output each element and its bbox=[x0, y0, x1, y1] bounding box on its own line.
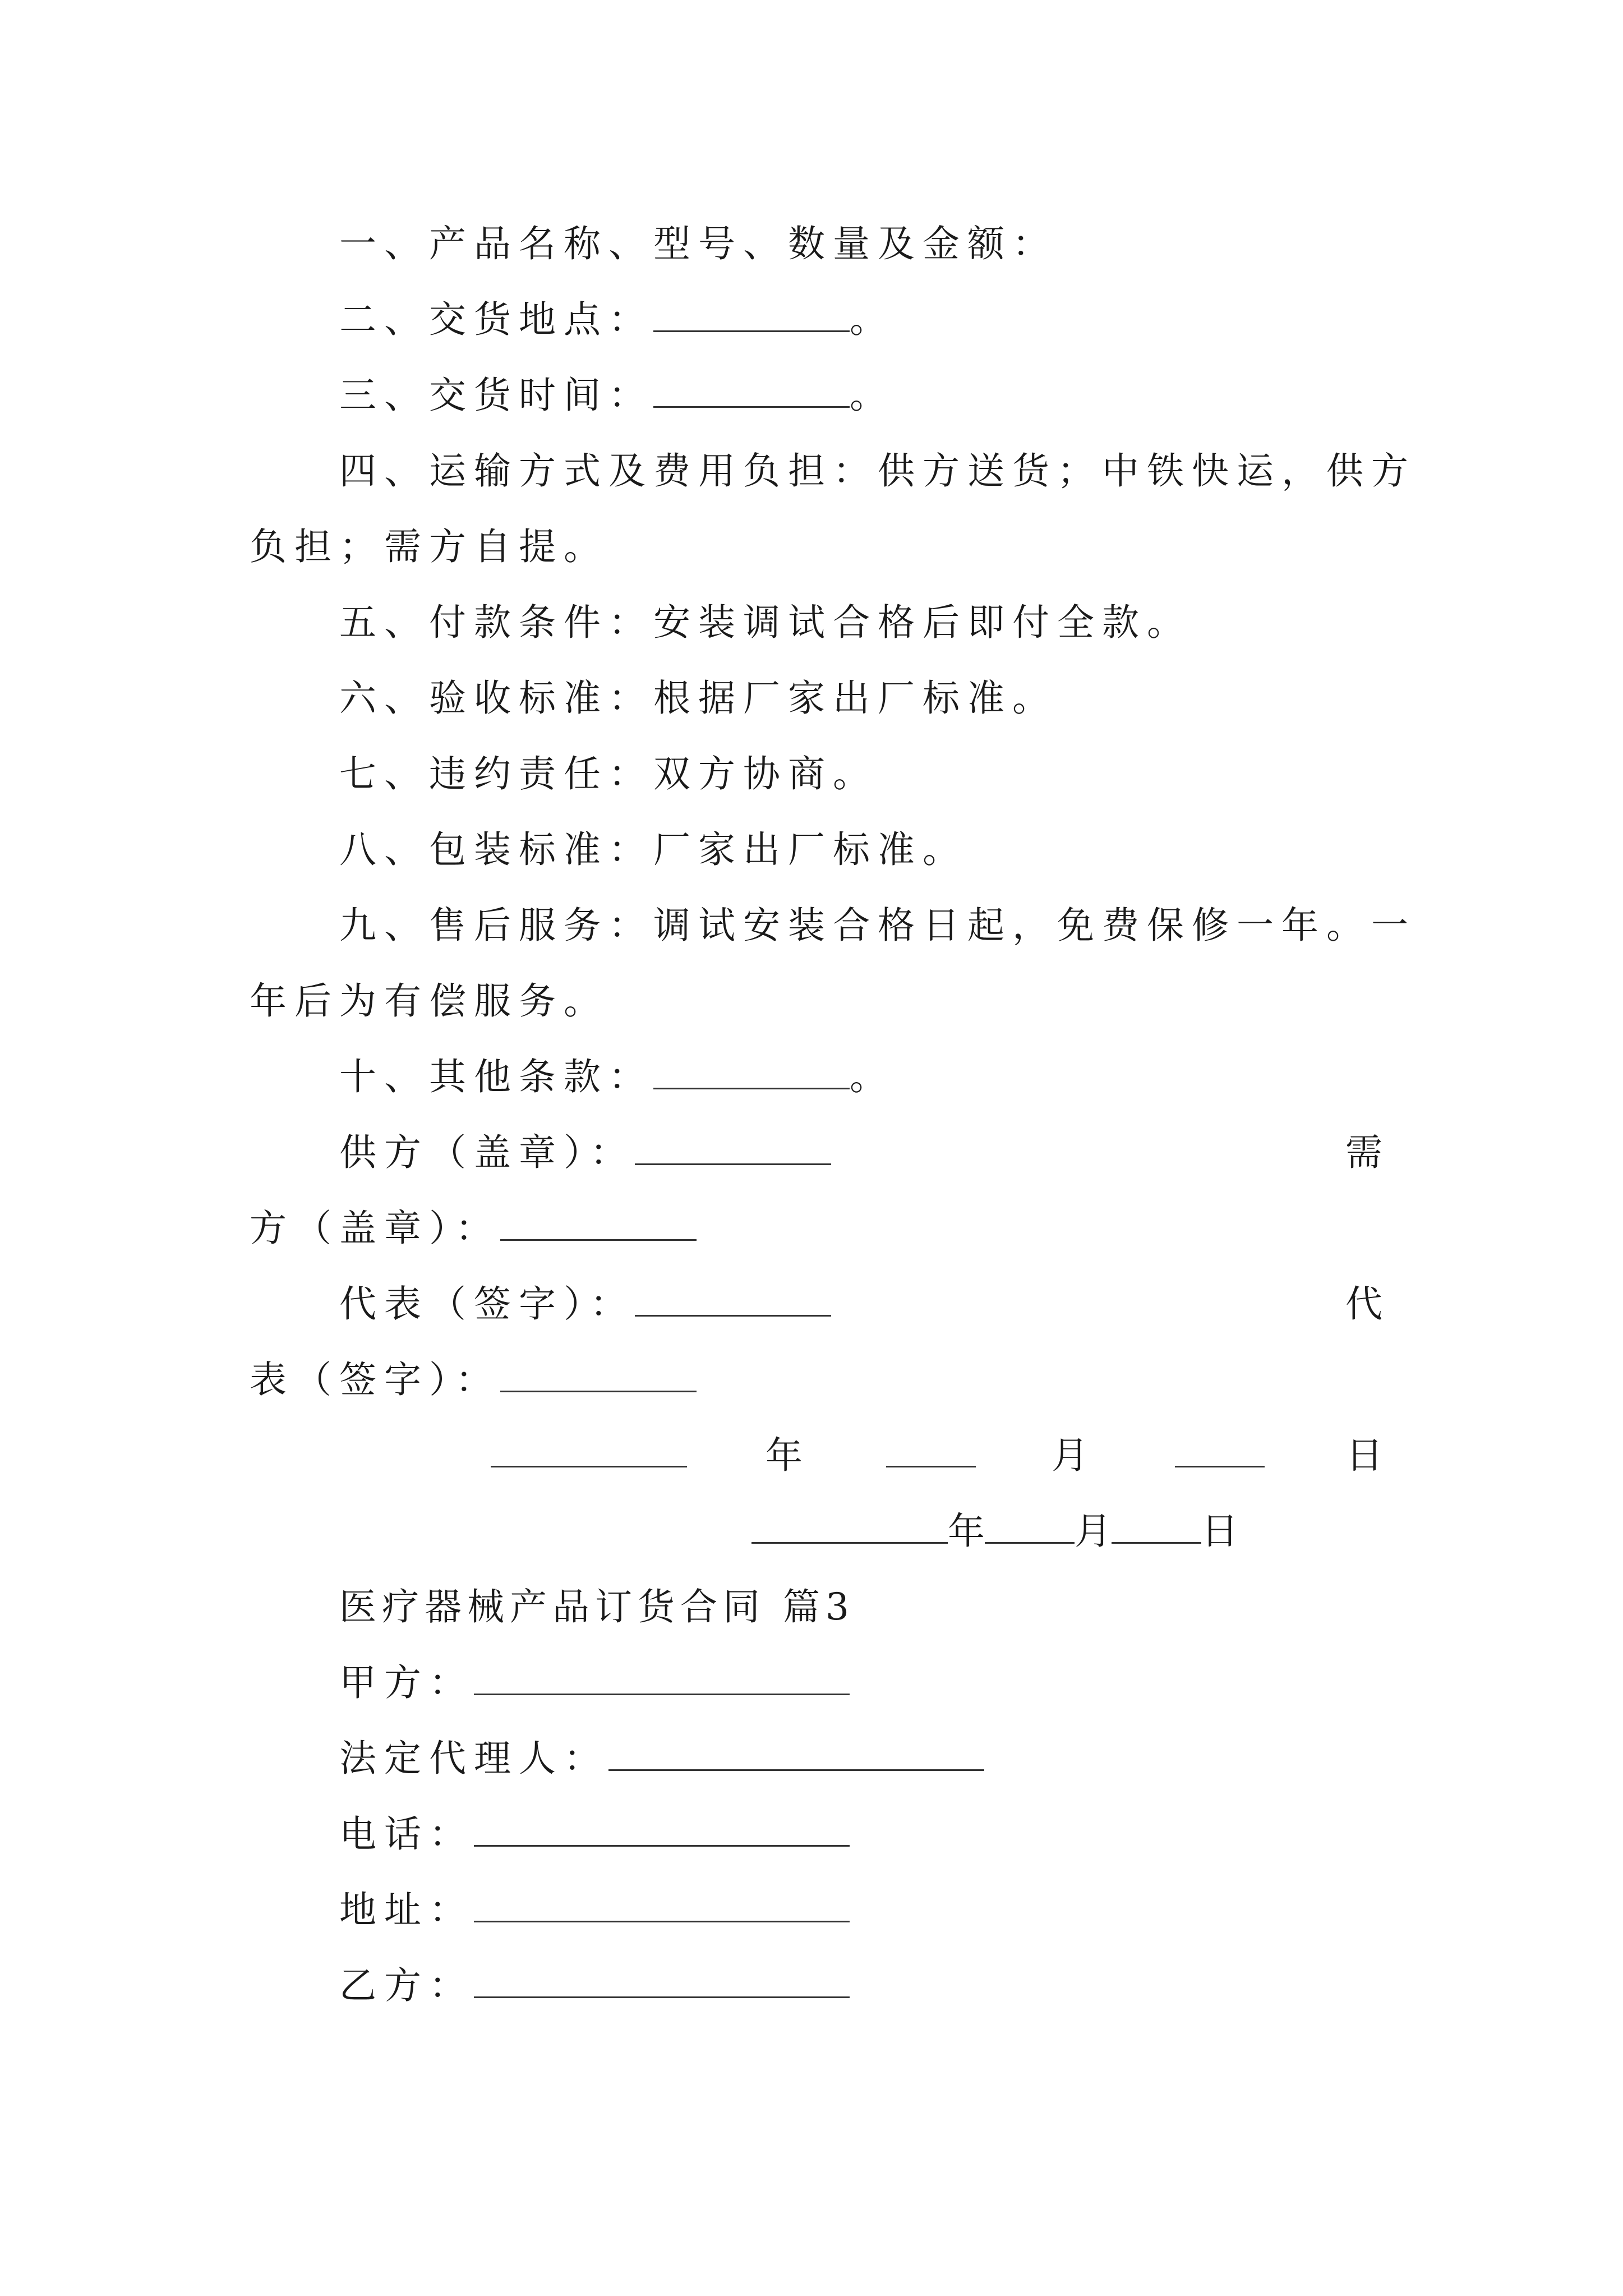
buyer-rep-line: 表（签字）： bbox=[250, 1352, 1382, 1408]
party-b-line: 乙方： bbox=[250, 1958, 1382, 2014]
blank-line bbox=[653, 368, 850, 408]
address-line: 地址： bbox=[250, 1882, 1382, 1938]
blank-line bbox=[500, 1201, 697, 1241]
blank-line bbox=[653, 1050, 850, 1089]
clause-2-delivery-place: 二、交货地点： 。 bbox=[250, 292, 1382, 348]
day-blank bbox=[1112, 1504, 1201, 1544]
month-blank bbox=[886, 1428, 976, 1467]
section-3-title: 医疗器械产品订货合同 篇3 bbox=[339, 1585, 855, 1628]
clause-7-liability: 七、违约责任：双方协商。 bbox=[339, 752, 878, 795]
blank-line bbox=[474, 1807, 850, 1847]
blank-line bbox=[635, 1125, 831, 1165]
legal-agent-line: 法定代理人： bbox=[250, 1731, 1382, 1787]
year-blank bbox=[751, 1504, 948, 1544]
date-line-1: 年 月 日 bbox=[250, 1428, 1382, 1484]
blank-line bbox=[474, 1958, 850, 1998]
day-blank bbox=[1175, 1428, 1265, 1467]
clause-1: 一、产品名称、型号、数量及金额： bbox=[339, 222, 1057, 265]
supplier-seal-line: 供方（盖章）： 需 bbox=[250, 1125, 1382, 1181]
clause-4-transport: 四、运输方式及费用负担：供方送货；中铁快运，供方 bbox=[339, 449, 1416, 493]
blank-line bbox=[608, 1731, 984, 1771]
phone-line: 电话： bbox=[250, 1806, 1382, 1862]
clause-9-after-sales: 九、售后服务：调试安装合格日起，免费保修一年。一 bbox=[339, 904, 1416, 947]
clause-5-payment: 五、付款条件：安装调试合格后即付全款。 bbox=[339, 601, 1192, 644]
year-blank bbox=[491, 1428, 687, 1467]
clause-3-delivery-time: 三、交货时间： 。 bbox=[250, 367, 1382, 424]
blank-line bbox=[653, 292, 850, 332]
blank-line bbox=[474, 1883, 850, 1922]
clause-10-other: 十、其他条款： 。 bbox=[250, 1049, 1382, 1105]
clause-6-acceptance: 六、验收标准：根据厂家出厂标准。 bbox=[339, 677, 1057, 720]
clause-4-transport-cont: 负担；需方自提。 bbox=[250, 525, 608, 568]
supplier-rep-line: 代表（签字）： 代 bbox=[250, 1276, 1382, 1332]
date-line-2: 年 月 日 bbox=[751, 1503, 1256, 1559]
blank-line bbox=[635, 1277, 831, 1317]
clause-8-packaging: 八、包装标准：厂家出厂标准。 bbox=[339, 828, 967, 871]
month-blank bbox=[985, 1504, 1075, 1544]
party-a-line: 甲方： bbox=[250, 1655, 1382, 1711]
clause-9-after-sales-cont: 年后为有偿服务。 bbox=[250, 979, 608, 1023]
blank-line bbox=[500, 1352, 697, 1392]
blank-line bbox=[474, 1655, 850, 1695]
buyer-seal-line: 方（盖章）： bbox=[250, 1200, 1382, 1257]
